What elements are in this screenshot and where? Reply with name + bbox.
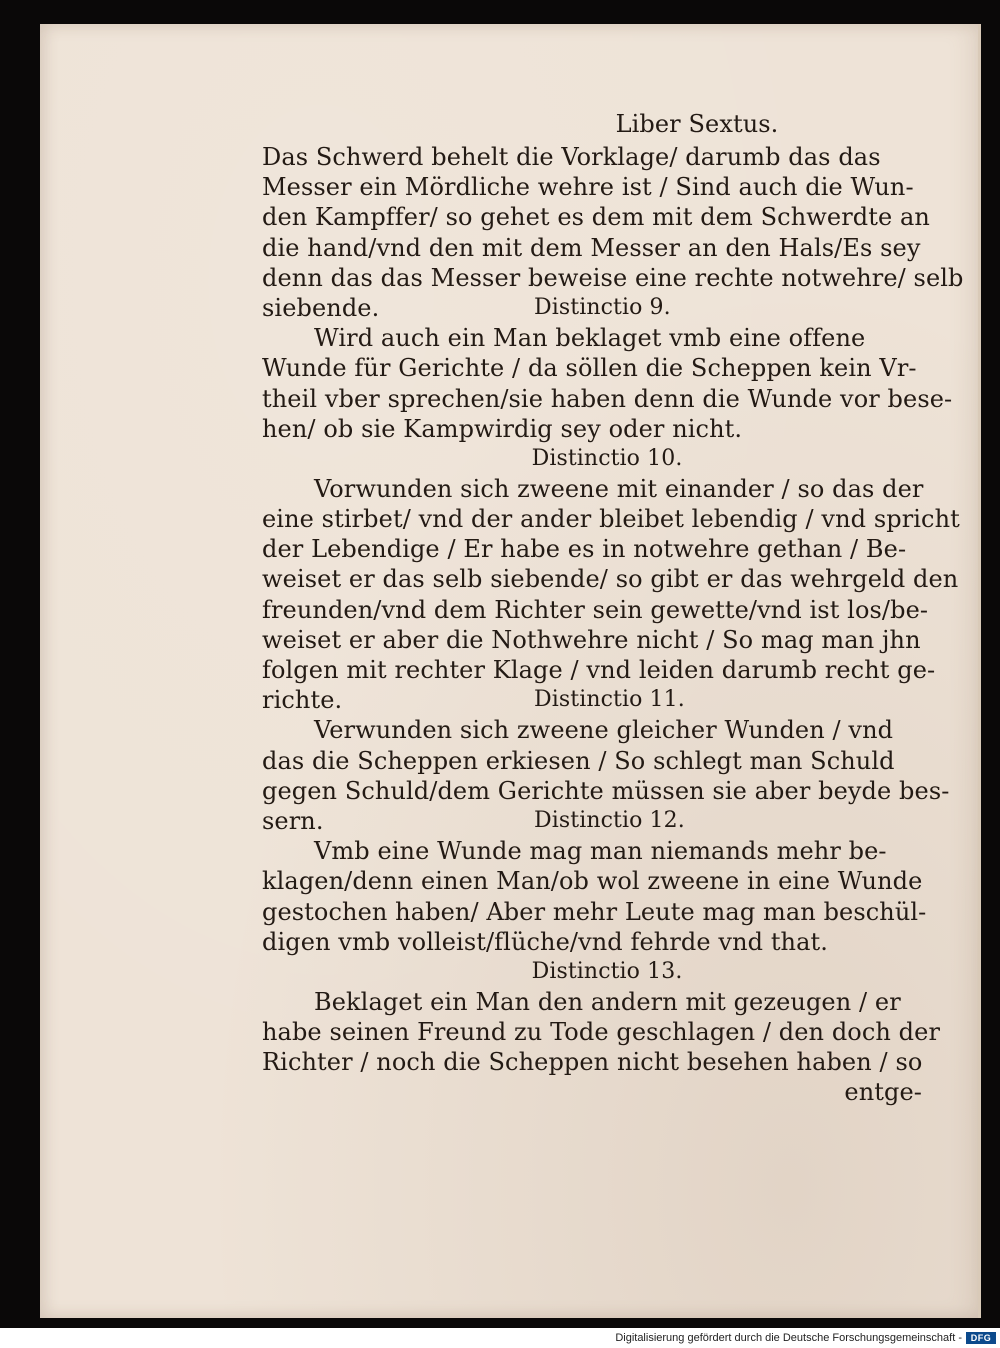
distinctio-heading-10: Distinctio 10. [531, 445, 683, 471]
text-line: weiset er aber die Nothwehre nicht / So mag man jhn [262, 625, 921, 654]
text-line: siebende. [262, 293, 380, 322]
catchword: entge- [844, 1078, 922, 1107]
text-line: digen vmb volleist/flüche/vnd fehrde vnd that. [262, 927, 828, 956]
book-page [40, 24, 981, 1318]
text-line-with-heading [262, 685, 952, 715]
distinctio-heading-11: Distinctio 11. [534, 687, 685, 713]
text-line: denn das das Messer beweise eine rechte notwehre/ selb [262, 263, 964, 292]
text-line: richte. [262, 686, 343, 715]
text-line: gegen Schuld/dem Gerichte müssen sie aber beyde bes- [262, 776, 950, 805]
text-line: habe seinen Freund zu Tode geschlagen / den doch der [262, 1018, 941, 1047]
distinctio-heading-9: Distinctio 9. [534, 294, 671, 320]
text-line-with-heading [262, 293, 952, 323]
dfg-logo: DFG [966, 1332, 996, 1344]
text-line: folgen mit rechter Klage / vnd leiden darumb recht ge- [262, 656, 936, 684]
text-line: das die Scheppen erkiesen / So schlegt man Schuld [262, 746, 895, 775]
text-line: Vorwunden sich zweene mit einander / so das der [314, 474, 924, 503]
text-line: hen/ ob sie Kampwirdig sey oder nicht. [262, 414, 743, 443]
text-line: freunden/vnd dem Richter sein gewette/vnd ist los/be- [262, 595, 929, 624]
digitization-footer [0, 1328, 1000, 1348]
text-line: Wunde für Gerichte / da söllen die Scheppen kein Vr- [262, 354, 917, 383]
text-line: Wird auch ein Man beklaget vmb eine offene [314, 324, 866, 353]
text-line: Beklaget ein Man den andern mit gezeugen / er [314, 987, 901, 1016]
text-line: weiset er das selb siebende/ so gibt er das wehrgeld den [262, 565, 959, 594]
distinctio-heading-13: Distinctio 13. [531, 958, 683, 984]
text-line: Verwunden sich zweene gleicher Wunden / vnd [314, 716, 894, 745]
text-line: den Kampffer/ so gehet es dem mit dem Schwerdte an [262, 203, 930, 232]
text-line: die hand/vnd den mit dem Messer an den Hals/Es sey [262, 233, 921, 262]
running-header: Liber Sextus. [615, 110, 779, 138]
text-line: klagen/denn einen Man/ob wol zweene in eine Wunde [262, 867, 923, 896]
page-text [262, 108, 964, 1108]
text-line: theil vber sprechen/sie haben denn die Wunde vor bese- [262, 384, 953, 413]
text-line: sern. [262, 806, 324, 835]
text-line: der Lebendige / Er habe es in notwehre gethan / Be- [262, 535, 907, 564]
text-line: eine stirbet/ vnd der ander bleibet lebendig / vnd spricht [262, 505, 960, 534]
distinctio-heading-12: Distinctio 12. [534, 807, 685, 833]
text-line: Messer ein Mördliche wehre ist / Sind auch die Wun- [262, 173, 914, 202]
funding-notice: Digitalisierung gefördert durch die Deutsche Forschungsgemeinschaft - [615, 1332, 962, 1344]
text-line-with-heading [262, 806, 952, 836]
text-line: Richter / noch die Scheppen nicht besehen haben / so [262, 1048, 923, 1077]
text-line: Das Schwerd behelt die Vorklage/ darumb das das [262, 143, 881, 171]
text-line: gestochen haben/ Aber mehr Leute mag man beschül- [262, 897, 927, 926]
text-line: Vmb eine Wunde mag man niemands mehr be- [314, 837, 887, 866]
